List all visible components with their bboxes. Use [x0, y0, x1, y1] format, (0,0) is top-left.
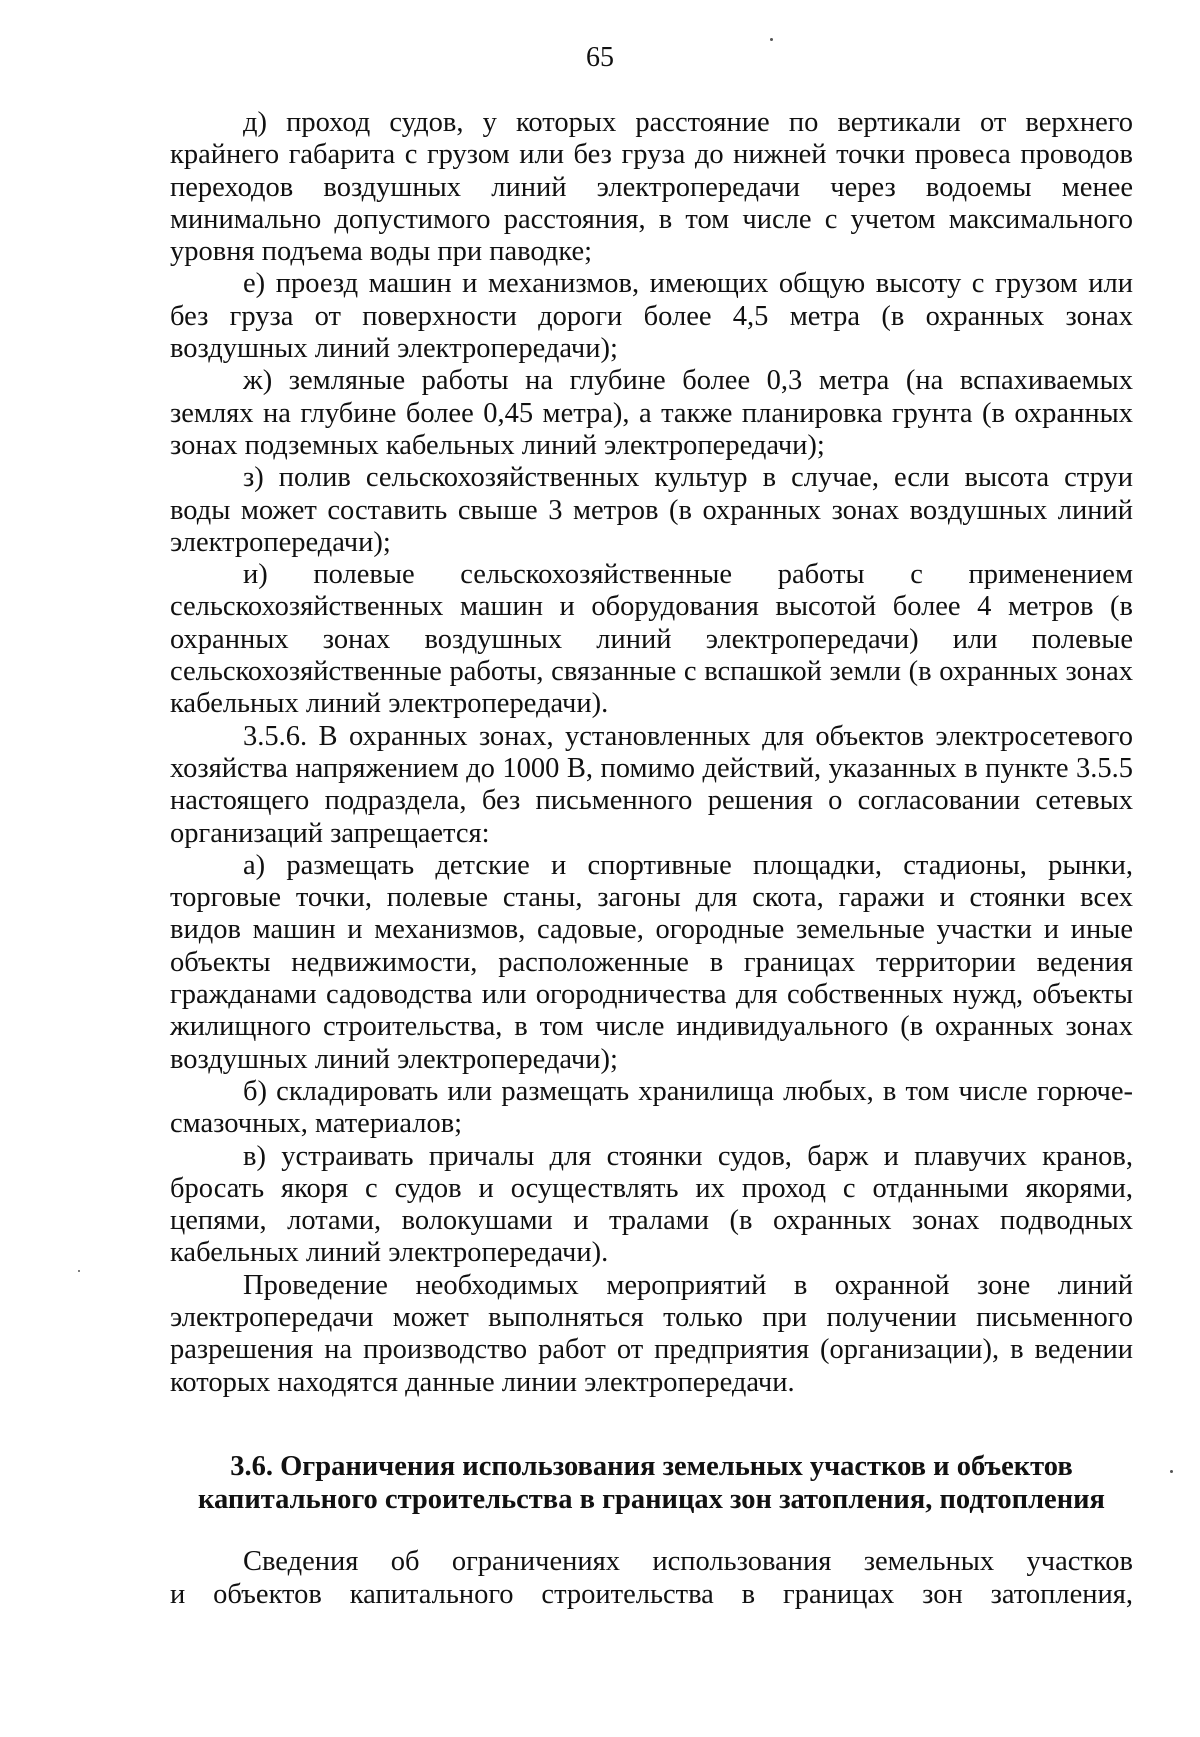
section-heading-line-1: 3.6. Ограничения использования земельных участков и объектов [230, 1451, 1073, 1482]
section-heading [170, 1450, 1133, 1516]
section-heading-line-2: капитального строительства в границах зон затопления, подтопления [198, 1484, 1105, 1515]
section-intro-line-2: и объектов капитального строительства в границах зон затопления, [170, 1578, 1133, 1610]
scan-speck [770, 38, 773, 41]
paragraph-3-5-6: 3.5.6. В охранных зонах, установленных для объектов электросетевого хозяйства напряжением до 1000 В, помимо действий, указанных в пункте 3.5.5 настоящего подраздела, без письменного решения о согласовании сетевых организаций запрещается: [170, 720, 1133, 849]
page-number: 65 [586, 42, 614, 73]
scan-speck [1170, 1470, 1173, 1473]
paragraph-item-d: д) проход судов, у которых расстояние по вертикали от верхнего крайнего габарита с грузом или без груза до нижней точки провеса проводов переходов воздушных линий электропередачи через водоемы менее минимально допустимого расстояния, в том числе с учетом максимального уровня подъема воды при паводке; [170, 107, 1133, 268]
paragraph-item-e: е) проезд машин и механизмов, имеющих общую высоту с грузом или без груза от поверхности дороги более 4,5 метра (в охранных зонах воздушных линий электропередачи); [170, 268, 1133, 365]
paragraph-item-a: а) размещать детские и спортивные площадки, стадионы, рынки, торговые точки, полевые станы, загоны для скота, гаражи и стоянки всех видов машин и механизмов, садовые, огородные земельные участки и иные объекты недвижимости, расположенные в границах территории ведения гражданами садоводства или огородничества для собственных нужд, объекты жилищного строительства, в том числе индивидуального (в охранных зонах воздушных линий электропередачи); [170, 849, 1133, 1075]
paragraph-item-zh: ж) земляные работы на глубине более 0,3 метра (на вспахиваемых землях на глубине более 0,45 метра), а также планировка грунта (в охранных зонах подземных кабельных линий электропередачи); [170, 365, 1133, 461]
paragraph-item-v: в) устраивать причалы для стоянки судов, барж и плавучих кранов, бросать якоря с судов и осуществлять их проход с отданными якорями, цепями, лотами, волокушами и тралами (в охранных зонах подводных кабельных линий электропередачи). [170, 1140, 1133, 1269]
section-intro-line-1: Сведения об ограничениях использования земельных участков [243, 1546, 1133, 1577]
paragraph-item-i: и) полевые сельскохозяйственные работы с применением сельскохозяйственных машин и оборудования высотой более 4 метров (в охранных зонах воздушных линий электропередачи) или полевые сельскохозяйственные работы, связанные с вспашкой земли (в охранных зонах кабельных линий электропередачи). [170, 559, 1133, 720]
paragraph-final: Проведение необходимых мероприятий в охранной зоне линий электропередачи может выполняться только при получении письменного разрешения на производство работ от предприятия (организации), в ведении которых находятся данные линии электропередачи. [170, 1269, 1133, 1398]
scan-speck [78, 1270, 80, 1272]
paragraph-item-z: з) полив сельскохозяйственных культур в случае, если высота струи воды может составить свыше 3 метров (в охранных зонах воздушных линий электропередачи); [170, 462, 1133, 558]
section-intro [170, 1546, 1133, 1611]
body-text [170, 107, 1133, 1399]
paragraph-item-b: б) складировать или размещать хранилища любых, в том числе горюче-смазочных, материалов; [170, 1075, 1133, 1140]
